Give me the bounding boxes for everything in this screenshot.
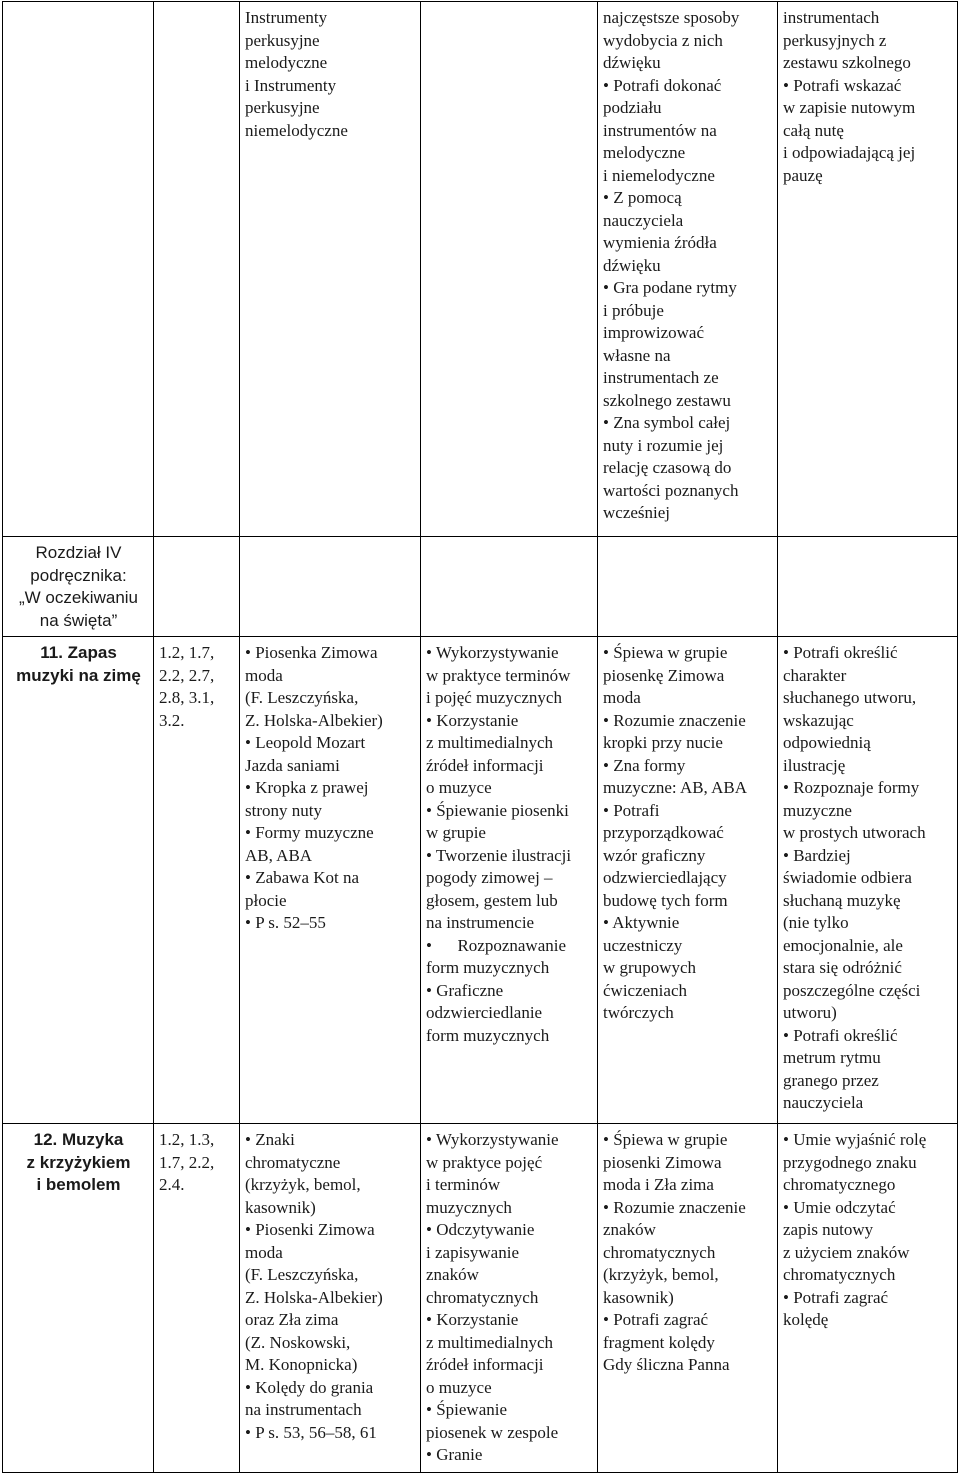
- text-line: wydobycia z nich: [603, 30, 723, 50]
- text-line: charakter: [783, 665, 847, 685]
- text-line: • Odczytywanie: [426, 1220, 535, 1239]
- text-line: kropki przy nucie: [603, 733, 723, 752]
- basic-requirements-cell: [598, 2, 778, 537]
- text-line: zestawu szkolnego: [783, 53, 911, 72]
- text-line: dźwięku: [603, 255, 661, 275]
- text-line: znaków: [426, 1265, 479, 1284]
- text-line: nuty i rozumie jej: [603, 435, 724, 455]
- text-line: o muzyce: [426, 778, 492, 797]
- text-line: chromatycznych: [426, 1287, 539, 1307]
- text-line: dźwięku: [603, 53, 661, 72]
- text-line: • Rozumie znaczenie: [603, 710, 746, 730]
- text-line: znaków: [603, 1220, 656, 1239]
- text-line: • Umie wyjaśnić rolę: [783, 1130, 927, 1149]
- text-line: z użyciem znaków: [783, 1242, 910, 1262]
- text-line: z multimedialnych: [426, 733, 553, 752]
- text-line: wartości poznanych: [603, 480, 739, 500]
- text-line: melodyczne: [603, 143, 686, 162]
- text-line: 1.2, 1.7,: [159, 643, 215, 662]
- text-line: muzycznych: [426, 1197, 512, 1217]
- text-line: moda: [245, 665, 283, 685]
- chapter-heading: [3, 537, 154, 637]
- text-line: kolędę: [783, 1310, 829, 1329]
- text-line: form muzycznych: [426, 1025, 550, 1045]
- text-line: • Leopold Mozart: [245, 733, 366, 752]
- text-line: emocjonalnie, ale: [783, 935, 903, 955]
- text-line: w grupie: [426, 823, 486, 842]
- text-line: • Gra podane rytmy: [603, 278, 737, 297]
- text-line: 1.7, 2.2,: [159, 1152, 215, 1172]
- text-line: Rozdział IV podręcznika:: [30, 543, 127, 585]
- text-line: • Rozumie znaczenie: [603, 1197, 746, 1217]
- text-line: • Tworzenie ilustracji: [426, 845, 572, 865]
- text-line: form muzycznych: [426, 958, 550, 977]
- basic-requirements-cell: [598, 1124, 778, 1473]
- empty-cell: [421, 537, 598, 637]
- text-line: • Korzystanie: [426, 1310, 519, 1329]
- text-line: • P s. 53, 56–58, 61: [245, 1422, 377, 1442]
- text-line: • Aktywnie: [603, 913, 680, 932]
- text-line: na instrumencie: [426, 913, 535, 932]
- text-line: źródeł informacji: [426, 755, 544, 775]
- text-line: szkolnego zestawu: [603, 390, 731, 410]
- text-line: odzwierciedlanie: [426, 1003, 543, 1022]
- text-line: całą nutę: [783, 120, 844, 140]
- text-line: o muzyce: [426, 1377, 492, 1397]
- text-line: Instrumenty: [245, 8, 328, 27]
- text-line: w grupowych: [603, 958, 697, 977]
- text-line: (Z. Noskowski,: [245, 1332, 351, 1352]
- text-line: wymienia źródła: [603, 233, 717, 252]
- text-line: wcześniej: [603, 503, 671, 522]
- text-line: ćwiczeniach: [603, 980, 687, 1000]
- text-line: Gdy śliczna Panna: [603, 1355, 730, 1374]
- text-line: perkusyjne: [245, 98, 320, 117]
- text-line: • Potrafi określić: [783, 1025, 898, 1045]
- text-line: • Śpiewa w grupie: [603, 643, 728, 662]
- text-line: muzyczne: [783, 800, 852, 820]
- text-line: poszczególne części: [783, 980, 921, 1000]
- text-line: strony nuty: [245, 800, 322, 820]
- text-line: własne na: [603, 345, 671, 365]
- text-line: perkusyjne: [245, 30, 320, 50]
- text-line: kasownik): [245, 1197, 316, 1217]
- text-line: • Śpiewanie piosenki: [426, 800, 569, 820]
- text-line: piosenki Zimowa: [603, 1152, 722, 1172]
- text-line: w praktyce pojęć: [426, 1152, 543, 1172]
- text-line: kasownik): [603, 1287, 674, 1307]
- lessons-cell: [240, 637, 421, 1124]
- text-line: słuchanego utworu,: [783, 688, 917, 707]
- text-line: • Piosenki Zimowa: [245, 1220, 375, 1239]
- table-row: [3, 2, 958, 537]
- text-line: uczestniczy: [603, 935, 683, 955]
- text-line: • Potrafi zagrać: [603, 1310, 709, 1329]
- curriculum-cell: [154, 2, 240, 537]
- text-line: fragment kolędy: [603, 1332, 715, 1352]
- activities-cell: [421, 2, 598, 537]
- text-line: Z. Holska-Albekier): [245, 1287, 383, 1307]
- text-line: odzwierciedlający: [603, 868, 727, 887]
- empty-cell: [778, 537, 958, 637]
- text-line: piosenek w zespole: [426, 1422, 559, 1442]
- text-line: (F. Leszczyńska,: [245, 688, 359, 707]
- lessons-cell: [240, 1124, 421, 1473]
- text-line: słuchaną muzykę: [783, 890, 901, 910]
- text-line: chromatycznego: [783, 1175, 896, 1194]
- lessons-cell: [240, 2, 421, 537]
- extended-requirements-cell: [778, 1124, 958, 1473]
- table-row: [3, 637, 958, 1124]
- text-line: z multimedialnych: [426, 1332, 553, 1352]
- text-line: moda: [603, 688, 641, 707]
- text-line: w prostych utworach: [783, 823, 926, 842]
- text-line: piosenkę Zimowa: [603, 665, 725, 685]
- text-line: 3.2.: [159, 710, 185, 730]
- text-line: wskazując: [783, 710, 854, 730]
- text-line: odpowiednią: [783, 733, 871, 752]
- text-line: • Potrafi zagrać: [783, 1287, 889, 1307]
- text-line: podziału: [603, 98, 662, 117]
- text-line: muzyki na zimę: [16, 665, 141, 685]
- text-line: stara się odróżnić: [783, 958, 902, 977]
- text-line: M. Konopnicka): [245, 1355, 358, 1374]
- text-line: głosem, gestem lub: [426, 890, 558, 910]
- text-line: • Śpiewa w grupie: [603, 1130, 728, 1149]
- activities-cell: [421, 1124, 598, 1473]
- text-line: instrumentów na: [603, 120, 717, 140]
- text-line: na instrumentach: [245, 1400, 362, 1419]
- text-line: w praktyce terminów: [426, 665, 571, 685]
- text-line: • Formy muzyczne: [245, 823, 374, 842]
- chapter-row: [3, 537, 958, 637]
- text-line: pauzę: [783, 165, 823, 185]
- text-line: „W oczekiwaniu na święta”: [18, 588, 143, 630]
- text-line: i zapisywanie: [426, 1242, 519, 1262]
- text-line: • Zna symbol całej: [603, 413, 731, 432]
- activities-cell: [421, 637, 598, 1124]
- empty-cell: [154, 537, 240, 637]
- text-line: • Bardziej: [783, 845, 851, 865]
- text-line: 11. Zapas: [40, 643, 117, 662]
- text-line: i terminów: [426, 1175, 501, 1194]
- extended-requirements-cell: [778, 2, 958, 537]
- text-line: • Potrafi wskazać: [783, 75, 902, 95]
- text-line: zapis nutowy: [783, 1220, 874, 1239]
- text-line: pogody zimowej –: [426, 868, 553, 887]
- text-line: przygodnego znaku: [783, 1152, 917, 1172]
- text-line: • Potrafi dokonać: [603, 75, 722, 95]
- text-line: 2.4.: [159, 1175, 185, 1194]
- text-line: metrum rytmu: [783, 1048, 881, 1067]
- text-line: perkusyjnych z: [783, 30, 887, 50]
- text-line: • Potrafi: [603, 800, 660, 820]
- topic-cell: [3, 1124, 154, 1473]
- text-line: 12. Muzyka: [33, 1130, 124, 1149]
- text-line: • Korzystanie: [426, 710, 519, 730]
- text-line: instrumentach: [783, 8, 880, 27]
- text-line: (krzyżyk, bemol,: [245, 1175, 361, 1194]
- text-line: • Zna formy: [603, 755, 686, 775]
- text-line: granego przez: [783, 1070, 879, 1090]
- topic-cell: [3, 637, 154, 1124]
- text-line: • Kropka z prawej: [245, 778, 369, 797]
- text-line: muzyczne: AB, ABA: [603, 778, 748, 797]
- text-line: oraz Zła zima: [245, 1310, 339, 1329]
- text-line: ilustrację: [783, 755, 846, 775]
- text-line: Z. Holska-Albekier): [245, 710, 383, 730]
- table-row: [3, 1124, 958, 1473]
- empty-cell: [598, 537, 778, 637]
- text-line: • Z pomocą: [603, 188, 682, 207]
- text-line: w zapisie nutowym: [783, 98, 916, 117]
- text-line: Jazda saniami: [245, 755, 340, 775]
- text-line: AB, ABA: [245, 845, 313, 865]
- text-line: • P s. 52–55: [245, 913, 326, 932]
- curriculum-cell: [154, 1124, 240, 1473]
- text-line: moda i Zła zima: [603, 1175, 714, 1194]
- text-line: twórczych: [603, 1003, 674, 1022]
- text-line: utworu): [783, 1003, 837, 1022]
- text-line: chromatycznych: [603, 1242, 716, 1262]
- text-line: • Śpiewanie: [426, 1400, 508, 1419]
- text-line: i Instrumenty: [245, 75, 337, 95]
- text-line: 2.8, 3.1,: [159, 688, 215, 707]
- extended-requirements-cell: [778, 637, 958, 1124]
- text-line: • Granie: [426, 1445, 483, 1464]
- text-line: (krzyżyk, bemol,: [603, 1265, 719, 1284]
- text-line: i próbuje: [603, 300, 664, 320]
- topic-cell: [3, 2, 154, 537]
- text-line: melodyczne: [245, 53, 328, 72]
- text-line: relację czasową do: [603, 458, 732, 477]
- text-line: nauczyciela: [603, 210, 684, 230]
- empty-cell: [240, 537, 421, 637]
- text-line: • Piosenka Zimowa: [245, 643, 378, 662]
- text-line: moda: [245, 1242, 283, 1262]
- text-line: nauczyciela: [783, 1093, 864, 1112]
- text-line: 2.2, 2.7,: [159, 665, 215, 685]
- text-line: chromatyczne: [245, 1152, 341, 1172]
- text-line: • Wykorzystywanie: [426, 1130, 559, 1149]
- text-line: (F. Leszczyńska,: [245, 1265, 359, 1284]
- text-line: i bemolem: [36, 1175, 121, 1194]
- text-line: (nie tylko: [783, 913, 849, 932]
- curriculum-table: [2, 1, 958, 1473]
- text-line: płocie: [245, 890, 287, 910]
- text-line: chromatycznych: [783, 1265, 896, 1284]
- text-line: • Znaki: [245, 1130, 295, 1149]
- text-line: świadomie odbiera: [783, 868, 912, 887]
- text-line: • Rozpoznaje formy: [783, 778, 920, 797]
- text-line: • Graficzne: [426, 980, 504, 1000]
- text-line: przyporządkować: [603, 823, 724, 842]
- text-line: najczęstsze sposoby: [603, 8, 740, 27]
- text-line: i odpowiadającą jej: [783, 143, 916, 162]
- text-line: niemelodyczne: [245, 120, 348, 140]
- text-line: z krzyżykiem: [26, 1152, 131, 1172]
- text-line: • Wykorzystywanie: [426, 643, 559, 662]
- text-line: i niemelodyczne: [603, 165, 715, 185]
- text-line: • Rozpoznawanie: [426, 935, 567, 955]
- curriculum-cell: [154, 637, 240, 1124]
- text-line: instrumentach ze: [603, 368, 719, 387]
- text-line: wzór graficzny: [603, 845, 706, 865]
- text-line: • Zabawa Kot na: [245, 868, 360, 887]
- text-line: i pojęć muzycznych: [426, 688, 562, 707]
- text-line: • Kolędy do grania: [245, 1377, 374, 1397]
- text-line: 1.2, 1.3,: [159, 1130, 215, 1149]
- text-line: • Potrafi określić: [783, 643, 898, 662]
- text-line: improwizować: [603, 323, 705, 342]
- text-line: • Umie odczytać: [783, 1197, 896, 1217]
- basic-requirements-cell: [598, 637, 778, 1124]
- text-line: budowę tych form: [603, 890, 728, 910]
- text-line: źródeł informacji: [426, 1355, 544, 1374]
